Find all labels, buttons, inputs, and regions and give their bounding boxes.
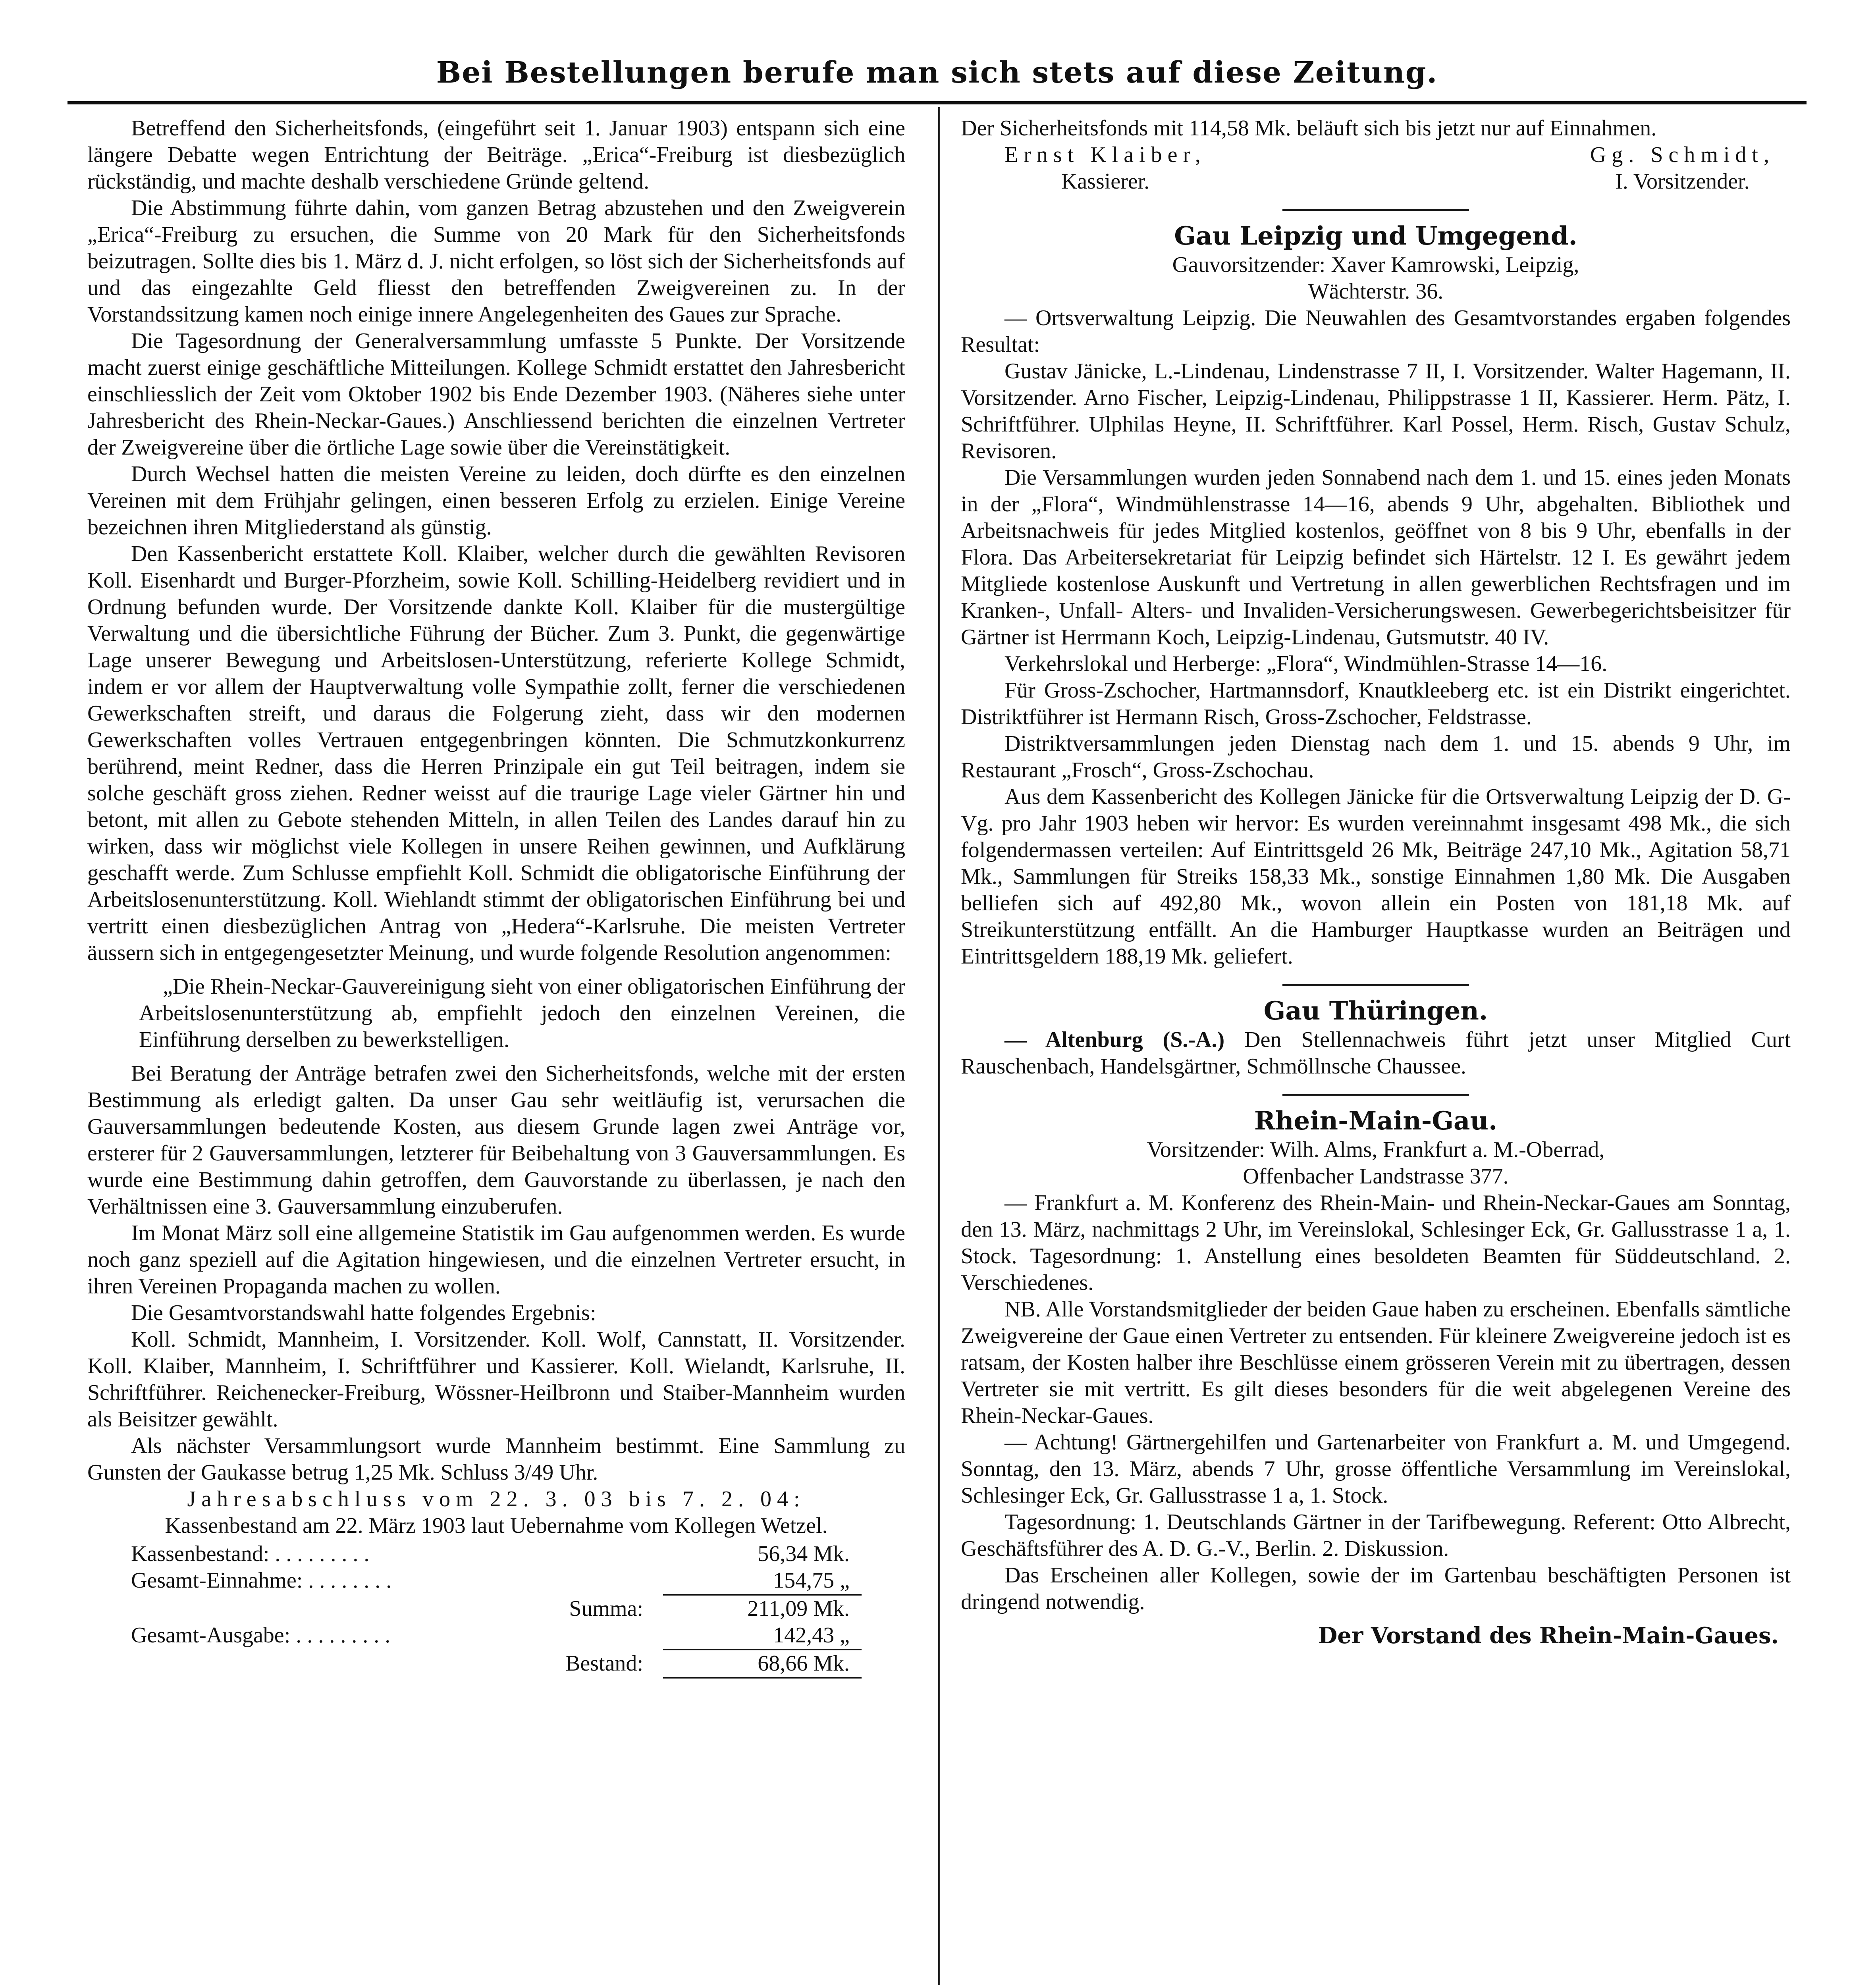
gau-vorsitzender: Vorsitzender: Wilh. Alms, Frankfurt a. M.-Oberrad, bbox=[1147, 1137, 1605, 1162]
paragraph: Gustav Jänicke, L.-Lindenau, Lindenstrasse 7 II, I. Vorsitzender. Walter Hagemann, II. Vorsitzender. Arno Fischer, Leipzig-Lindenau, Philippstrasse 1 II, Kassierer. Herm. Pätz, I. Schriftführer. Ulphilas Heyne, II. Schriftführer. Karl Possel, Herm. Risch, Gustav Schulz, Revisoren. bbox=[961, 359, 1791, 463]
signature-name: Ernst Klaiber, bbox=[1005, 143, 1206, 167]
paragraph: Durch Wechsel hatten die meisten Vereine zu leiden, doch dürfte es den einzelnen Vereinen mit dem Frühjahr gelingen, einen besseren Erfolg zu erzielen. Einige Vereine bezeichnen ihren Mitgliederstand als günstig. bbox=[87, 462, 905, 540]
paragraph-text: Den Stellennachweis führt jetzt unser Mitglied Curt Rauschenbach, Handelsgärtner, Schmöllnsche Chaussee. bbox=[961, 1027, 1791, 1079]
paragraph: Aus dem Kassenbericht des Kollegen Jänicke für die Ortsverwaltung Leipzig der D. G-Vg. pro Jahr 1903 heben wir hervor: Es wurden vereinnahmt insgesamt 498 Mk., die sich folgendermassen verteilen: Auf Eintrittsgeld 26 Mk, Beiträge 247,10 Mk., Agitation 58,71 Mk., Sammlungen für Streiks 158,33 Mk., sonstige Einnahmen 1,80 Mk. Die Ausgaben belliefen sich auf 492,80 Mk., wovon allein ein Posten von 181,18 Mk. auf Streikunterstützung entfällt. An die Hamburger Hauptkasse wurden an Beiträgen und Eintrittsgeldern 188,19 Mk. geliefert. bbox=[961, 784, 1791, 969]
ledger-row bbox=[131, 1567, 862, 1596]
ledger-label: Gesamt-Ausgabe: . . . . . . . . . bbox=[131, 1623, 391, 1648]
ledger-row bbox=[131, 1541, 862, 1567]
gau-vorsitzender: Gauvorsitzender: Xaver Kamrowski, Leipzig, bbox=[1172, 252, 1579, 277]
paragraph: — Ortsverwaltung Leipzig. Die Neuwahlen des Gesamtvorstandes ergaben folgendes Resultat: bbox=[961, 306, 1791, 357]
ledger-label: Kassenbestand: . . . . . . . . . bbox=[131, 1542, 370, 1566]
ledger-amount: 56,34 Mk. bbox=[758, 1542, 850, 1566]
paragraph: Tagesordnung: 1. Deutschlands Gärtner in der Tarifbewegung. Referent: Otto Albrecht, Geschäftsführer des A. D. G.-V., Berlin. 2. Diskussion. bbox=[961, 1510, 1791, 1561]
signature-role: Kassierer. bbox=[1061, 169, 1150, 194]
right-column bbox=[961, 115, 1791, 1649]
lead-in: — Altenburg (S.-A.) bbox=[1005, 1027, 1225, 1052]
paragraph: Koll. Schmidt, Mannheim, I. Vorsitzender. Koll. Wolf, Cannstatt, II. Vorsitzender. Koll. Klaiber, Mannheim, I. Schriftführer und Kassierer. Koll. Wielandt, Karlsruhe, II. Schriftführer. Reichenecker-Freiburg, Wössner-Heilbronn und Staiber-Mannheim wurden als Beisitzer gewählt. bbox=[87, 1327, 905, 1432]
column-divider bbox=[938, 107, 940, 1985]
signature-name: Gg. Schmidt, bbox=[1590, 143, 1775, 167]
left-column bbox=[87, 115, 905, 1679]
signature-block bbox=[1590, 142, 1775, 195]
paragraph: Die Versammlungen wurden jeden Sonnabend nach dem 1. und 15. eines jeden Monats in der „Flora“, Windmühlenstrasse 14—16, abends 9 Uhr, abgehalten. Bibliothek und Arbeitsnachweis für jedes Mitglied kostenlos, geöffnet von 8 bis 9 Uhr, ebenfalls in der Flora. Das Arbeitersekretariat für Leipzig befindet sich Härtelstr. 12 I. Es gewährt jedem Mitgliede kostenlose Auskunft und Vertretung in allen gewerblichen Rechtsfragen und im Kranken-, Unfall- Alters- und Invaliden-Versicherungswesen. Gewerbegerichtsbeisitzer für Gärtner ist Herrmann Koch, Leipzig-Lindenau, Gutsmutstr. 40 IV. bbox=[961, 465, 1791, 649]
jahresabschluss-title: Jahresabschluss vom 22. 3. 03 bis 7. 2. 04: bbox=[187, 1487, 806, 1511]
ledger-label: Gesamt-Einnahme: . . . . . . . . bbox=[131, 1568, 392, 1593]
paragraph: Betreffend den Sicherheitsfonds, (eingeführt seit 1. Januar 1903) entspann sich eine längere Debatte wegen Entrichtung der Beiträge. „Erica“-Freiburg ist diesbezüglich rückständig, und machte deshalb verschiedene Gründe geltend. bbox=[87, 116, 905, 194]
gau-address: Wächterstr. 36. bbox=[1308, 279, 1444, 304]
gau-address: Offenbacher Landstrasse 377. bbox=[1243, 1164, 1509, 1189]
ledger-amount: 211,09 Mk. bbox=[747, 1596, 850, 1621]
paragraph: Die Tagesordnung der Generalversammlung umfasste 5 Punkte. Der Vorsitzende macht zuerst einige geschäftliche Mitteilungen. Kollege Schmidt erstattet den Jahresbericht einschliesslich der Zeit vom Oktober 1902 bis Ende Dezember 1903. (Näheres siehe unter Jahresbericht des Rhein-Neckar-Gaues.) Anschliessend berichten die einzelnen Vertreter der Zweigvereine über die örtliche Lage sowie über die Vereinstätigkeit. bbox=[87, 329, 905, 460]
paragraph: — Achtung! Gärtnergehilfen und Gartenarbeiter von Frankfurt a. M. und Umgegend. Sonntag, den 13. März, abends 7 Uhr, grosse öffentliche Versammlung im Vereinslokal, Schlesinger Eck, Gr. Gallusstrasse 1 a, 1. Stock. bbox=[961, 1430, 1791, 1508]
paragraph: Verkehrslokal und Herberge: „Flora“, Windmühlen-Strasse 14—16. bbox=[1005, 651, 1608, 676]
board-signature: Der Vorstand des Rhein-Main-Gaues. bbox=[1318, 1623, 1779, 1649]
ledger-row bbox=[131, 1622, 862, 1650]
ledger-label: Summa: bbox=[569, 1596, 643, 1621]
section-rule bbox=[1282, 984, 1469, 986]
section-rule bbox=[1282, 209, 1469, 211]
section-rule bbox=[1282, 1094, 1469, 1096]
paragraph: Bei Beratung der Anträge betrafen zwei den Sicherheitsfonds, welche mit der ersten Bestimmung als erledigt galten. Da unser Gau sehr weitläufig ist, verursachen die Gauversammlungen bedeutende Kosten, aus diesem Grunde lagen zwei Anträge vor, ersterer für 2 Gauversammlungen, letzterer für Beibehaltung von 3 Gauversammlungen. Es wurde eine Bestimmung dahin getroffen, dem Gauvorstande zu überlassen, je nach den Verhältnissen eine 3. Gauversammlung einzuberufen. bbox=[87, 1061, 905, 1219]
section-heading: Gau Thüringen. bbox=[1263, 996, 1488, 1026]
paragraph: — Frankfurt a. M. Konferenz des Rhein-Main- und Rhein-Neckar-Gaues am Sonntag, den 13. März, nachmittags 2 Uhr, im Vereinslokal, Schlesinger Eck, Gr. Gallusstrasse 1 a, 1. Stock. Tagesordnung: 1. Anstellung eines besoldeten Beamten für Süddeutschland. 2. Verschiedenes. bbox=[961, 1191, 1791, 1295]
header-rule bbox=[67, 101, 1807, 104]
section-heading: Rhein-Main-Gau. bbox=[1254, 1106, 1498, 1136]
signature-role: I. Vorsitzender. bbox=[1615, 169, 1750, 194]
paragraph bbox=[961, 1027, 1791, 1080]
paragraph: Die Gesamtvorstandswahl hatte folgendes Ergebnis: bbox=[131, 1301, 596, 1325]
ledger-row bbox=[131, 1596, 862, 1622]
paragraph: Die Abstimmung führte dahin, vom ganzen Betrag abzustehen und den Zweigverein „Erica“-Freiburg zu ersuchen, die Summe von 20 Mark für den Sicherheitsfonds beizutragen. Sollte dies bis 1. März d. J. nicht erfolgen, so löst sich der Sicherheitsfonds auf und das eingezahlte Geld fliesst den betreffenden Zweigvereinen zu. In der Vorstandssitzung kamen noch einige innere Angelegenheiten des Gaues zur Sprache. bbox=[87, 196, 905, 327]
ledger-amount: 154,75 „ bbox=[663, 1567, 862, 1596]
signature-block bbox=[1005, 142, 1206, 195]
resolution-quote: „Die Rhein-Neckar-Gauvereinigung sieht von einer obligatorischen Einführung der Arbeitslosenunterstützung ab, empfiehlt jedoch den einzelnen Vereinen, die Einführung derselben zu bewerkstelligen. bbox=[139, 974, 905, 1052]
ledger-amount: 142,43 „ bbox=[663, 1622, 862, 1650]
paragraph: Für Gross-Zschocher, Hartmannsdorf, Knautkleeberg etc. ist ein Distrikt eingerichtet. Distriktführer ist Hermann Risch, Gross-Zschocher, Feldstrasse. bbox=[961, 678, 1791, 729]
ledger-amount: 68,66 Mk. bbox=[663, 1650, 862, 1679]
paragraph: Das Erscheinen aller Kollegen, sowie der im Gartenbau beschäftigten Personen ist dringend notwendig. bbox=[961, 1563, 1791, 1614]
ledger-row bbox=[131, 1650, 862, 1679]
kassen-intro: Kassenbestand am 22. März 1903 laut Uebernahme vom Kollegen Wetzel. bbox=[165, 1513, 828, 1538]
paragraph: Den Kassenbericht erstattete Koll. Klaiber, welcher durch die gewählten Revisoren Koll. Eisenhardt und Burger-Pforzheim, sowie Koll. Schilling-Heidelberg revidiert und in Ordnung befunden wurde. Der Vorsitzende dankte Koll. Klaiber für die mustergültige Verwaltung und die übersichtliche Führung der Bücher. Zum 3. Punkt, die gegenwärtige Lage unserer Bewegung und Arbeitslosen-Unterstützung, referierte Kollege Schmidt, indem er vor allem der Hauptverwaltung volle Sympathie zollt, ferner die verschiedenen Gewerkschaften streift, und daraus die Folgerung zieht, dass wir den modernen Gewerkschaften volles Vertrauen entgegenbringen könnten. Die Schmutzkonkurrenz berührend, meint Redner, dass die Herren Prinzipale ein gut Teil beitragen, indem sie solche geschäft gross ziehen. Redner weisst auf die traurige Lage vieler Gärtner hin und betont, mit allen zu Gebote stehenden Mitteln, in allen Teilen des Landes darauf hin zu wirken, dass wir möglichst viele Kollegen in unsere Reihen gewinnen, und Aufklärung geschafft werde. Zum Schlusse empfiehlt Koll. Schmidt die obligatorische Einführung der Arbeitslosenunterstützung. Koll. Wiehlandt stimmt der obligatorischen Einführung bei und vertritt einen diesbezüglichen Antrag von „Hedera“-Karlsruhe. Die meisten Vertreter äussern sich in entgegengesetzter Meinung, und wurde folgende Resolution angenommen: bbox=[87, 542, 905, 965]
paragraph: NB. Alle Vorstandsmitglieder der beiden Gaue haben zu erscheinen. Ebenfalls sämtliche Zweigvereine der Gaue einen Vertreter zu entsenden. Für kleinere Zweigvereine jedoch ist es ratsam, der Kosten halber ihre Beschlüsse einem grösseren Verein mit zu übertragen, dessen Vertreter sie mit vertritt. Es gilt dieses besonders für die weit abgelegenen Vereine des Rhein-Neckar-Gaues. bbox=[961, 1297, 1791, 1428]
paragraph: Der Sicherheitsfonds mit 114,58 Mk. beläuft sich bis jetzt nur auf Einnahmen. bbox=[961, 116, 1657, 141]
signature-row bbox=[961, 142, 1791, 195]
paragraph: Im Monat März soll eine allgemeine Statistik im Gau aufgenommen werden. Es wurde noch ganz speziell auf die Agitation hingewiesen, und die einzelnen Vertreter ersucht, in ihren Vereinen Propaganda machen zu wollen. bbox=[87, 1221, 905, 1299]
section-heading: Gau Leipzig und Umgegend. bbox=[1174, 221, 1577, 251]
paragraph: Distriktversammlungen jeden Dienstag nach dem 1. und 15. abends 9 Uhr, im Restaurant „Frosch“, Gross-Zschochau. bbox=[961, 731, 1791, 782]
page-header: Bei Bestellungen berufe man sich stets auf diese Zeitung. bbox=[436, 56, 1438, 90]
ledger-table bbox=[131, 1541, 862, 1679]
paragraph: Als nächster Versammlungsort wurde Mannheim bestimmt. Eine Sammlung zu Gunsten der Gaukasse betrug 1,25 Mk. Schluss 3/49 Uhr. bbox=[87, 1434, 905, 1485]
ledger-label: Bestand: bbox=[565, 1651, 643, 1676]
